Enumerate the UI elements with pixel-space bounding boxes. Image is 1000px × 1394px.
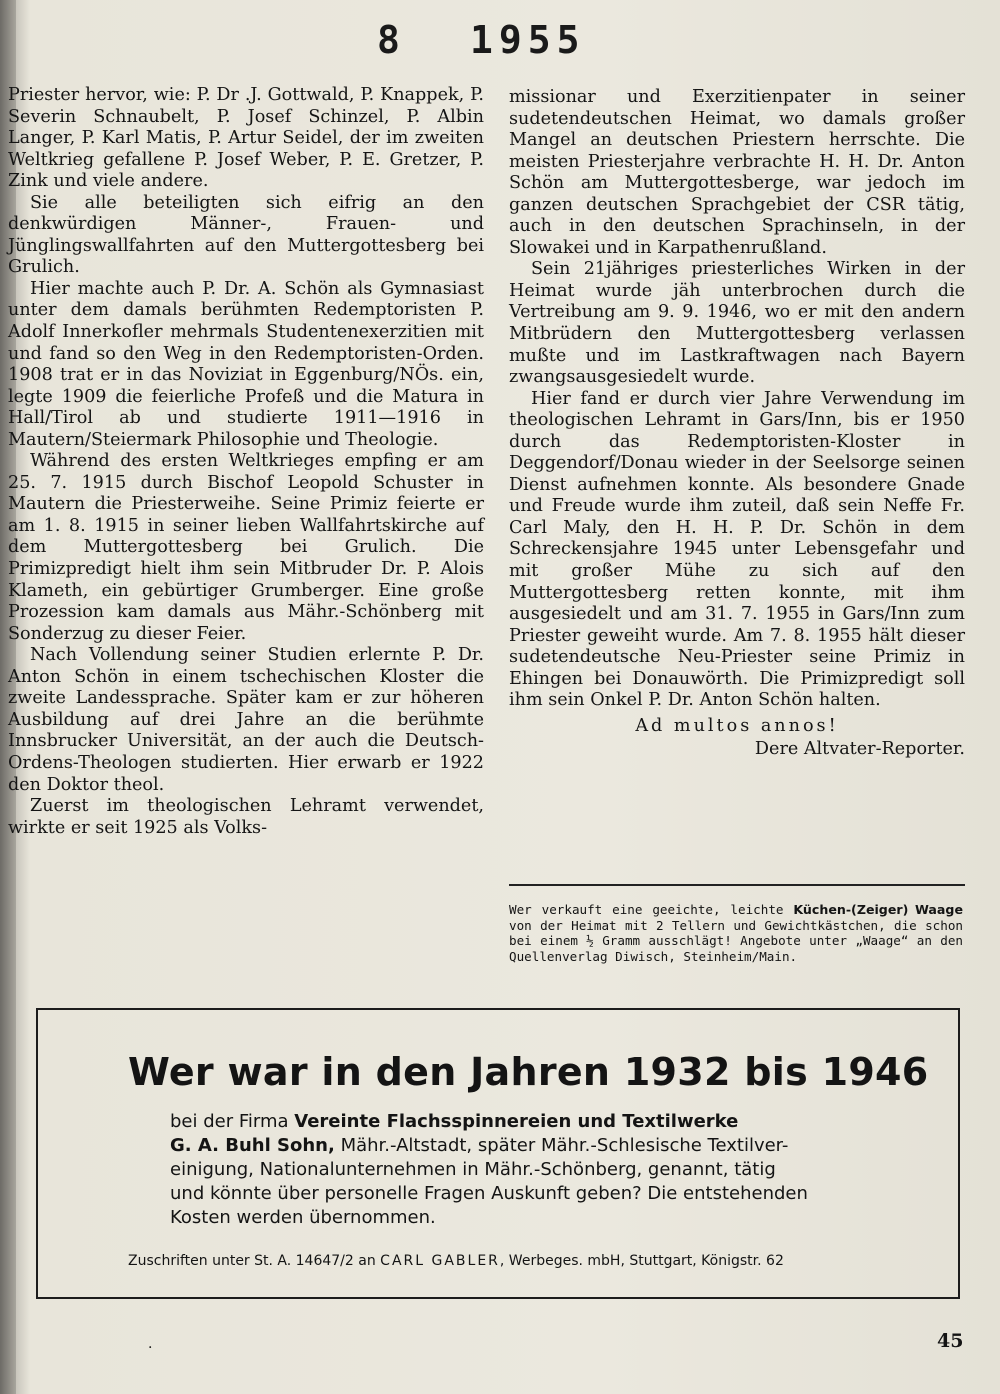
article-paragraph: Hier machte auch P. Dr. A. Schön als Gymnasiast unter dem damals berühmten Redemptoristen P. Adolf Innerkofler mehrmals Studentenexerzitien mit und fand so den Weg in den Redemptoristen-Orden. 1908 trat er in das Noviziat in Eggenburg/NÖs. ein, legte 1909 die feierliche Profeß und die Matura in Hall/Tirol ab und studierte 1911—1916 in Mautern/Steiermark Philosophie und Theologie. — [8, 278, 484, 450]
ad-company-owner: G. A. Buhl Sohn, — [170, 1135, 335, 1156]
classified-bold: Küchen-(Zeiger) Waage — [793, 902, 963, 917]
classified-rest: von der Heimat mit 2 Tellern und Gewichtkästchen, die schon bei einem ½ Gramm ausschlägt! Angebote unter „Waage“ an den Quellenverlag Diwisch, Steinheim/Main. — [509, 917, 963, 964]
ad-company-name: Vereinte Flachsspinnereien und Textilwerke — [294, 1111, 739, 1132]
print-speck: · — [148, 1340, 153, 1356]
ad-line-2 — [170, 1134, 890, 1158]
ad-line1-pre: bei der Firma — [170, 1111, 295, 1132]
advertisement-box — [36, 1008, 960, 1299]
ad-line-5: Kosten werden übernommen. — [170, 1207, 436, 1228]
article-paragraph: Nach Vollendung seiner Studien erlernte P. Dr. Anton Schön in einem tschechischen Kloster die zweite Landessprache. Später kam er zur höheren Ausbildung auf drei Jahre an die berühmte Innsbrucker Universität, an der auch die Deutsch-Ordens-Theologen studierten. Hier erwarb er 1922 den Doktor theol. — [8, 645, 484, 795]
ad-line-1 — [170, 1110, 890, 1134]
classified-ad — [509, 902, 963, 964]
ad-body — [170, 1110, 890, 1230]
article-paragraph: Sie alle beteiligten sich eifrig an den denkwürdigen Männer-, Frauen- und Jünglingswallfahrten auf den Muttergottesberg bei Grulich. — [8, 192, 484, 278]
ad-line2-rest: Mähr.-Altstadt, später Mähr.-Schlesische Textilver- — [334, 1135, 789, 1156]
ad-reply-company: CARL GABLER — [380, 1253, 500, 1269]
ad-reply-pre: Zuschriften unter St. A. 14647/2 an — [128, 1253, 381, 1269]
ad-headline: Wer war in den Jahren 1932 bis 1946 — [128, 1050, 929, 1094]
ad-line-3: einigung, Nationalunternehmen in Mähr.-Schönberg, genannt, tätig — [170, 1159, 776, 1180]
classified-divider — [509, 884, 965, 886]
article-right-paragraphs — [509, 87, 965, 712]
article-paragraph: Priester hervor, wie: P. Dr .J. Gottwald, P. Knappek, P. Severin Schnaubelt, P. Josef Schinzel, P. Albin Langer, P. Karl Matis, P. Artur Seidel, der im zweiten Weltkrieg gefallene P. Josef Weber, P. E. Gretzer, P. Zink und viele andere. — [8, 85, 484, 192]
closing-greeting: Ad multos annos! — [635, 715, 839, 736]
article-paragraph: Während des ersten Weltkrieges empfing er am 25. 7. 1915 durch Bischof Leopold Schuster in Mautern die Priesterweihe. Seine Primiz feierte er am 1. 8. 1915 in seiner lieben Wallfahrtskirche auf dem Muttergottesberg bei Grulich. Die Primizpredigt hielt ihm sein Mitbruder Dr. P. Alois Klameth, ein gebürtiger Grumberger. Eine große Prozession kam damals aus Mähr.-Schönberg mit Sonderzug zu dieser Feier. — [8, 451, 484, 644]
ad-line-4: und könnte über personelle Fragen Auskunft geben? Die entstehenden — [170, 1183, 808, 1204]
ad-reply-line — [128, 1253, 784, 1269]
classified-lead: Wer verkauft eine geeichte, leichte — [509, 902, 784, 917]
article-left-column — [8, 85, 484, 839]
footer-page-number: 45 — [937, 1330, 964, 1352]
header-page-number: 8 — [377, 18, 400, 62]
header-year: 1955 — [470, 18, 586, 62]
ad-reply-post: , Werbeges. mbH, Stuttgart, Königstr. 62 — [499, 1253, 784, 1269]
article-paragraph: Sein 21jähriges priesterliches Wirken in der Heimat wurde jäh unterbrochen durch die Vertreibung am 9. 9. 1946, wo er mit den andern Mitbrüdern den Muttergottesberg verlassen mußte und im Lastkraftwagen nach Bayern zwangsausgesiedelt wurde. — [509, 259, 965, 388]
article-paragraph: Hier fand er durch vier Jahre Verwendung im theologischen Lehramt in Gars/Inn, bis er 1950 durch das Redemptoristen-Kloster in Deggendorf/Donau wieder in der Seelsorge seinen Dienst aufnehmen konnte. Als besondere Gnade und Freude wurde ihm zuteil, daß sein Neffe Fr. Carl Maly, den H. H. P. Dr. Schön in dem Schreckensjahre 1945 unter Lebensgefahr und mit großer Mühe zu sich auf den Muttergottesberg retten konnte, mit ihm ausgesiedelt und am 31. 7. 1955 in Gars/Inn zum Priester geweiht wurde. Am 7. 8. 1955 hält dieser sudetendeutsche Neu-Priester seine Primiz in Ehingen bei Donauwörth. Die Primizpredigt soll ihm sein Onkel P. Dr. Anton Schön halten. — [509, 388, 965, 711]
article-paragraph: missionar und Exerzitienpater in seiner sudetendeutschen Heimat, wo damals großer Mangel an deutschen Priestern herrschte. Die meisten Priesterjahre verbrachte H. H. Dr. Anton Schön am Muttergottesberge, war jedoch im ganzen deutschen Sprachgebiet der CSR tätig, auch in den deutschen Sprachinseln, in der Slowakei und in Karpathenrußland. — [509, 87, 965, 258]
closing-signature: Dere Altvater-Reporter. — [754, 739, 965, 760]
article-paragraph: Zuerst im theologischen Lehramt verwendet, wirkte er seit 1925 als Volks- — [8, 796, 484, 838]
article-right-column — [509, 87, 965, 761]
